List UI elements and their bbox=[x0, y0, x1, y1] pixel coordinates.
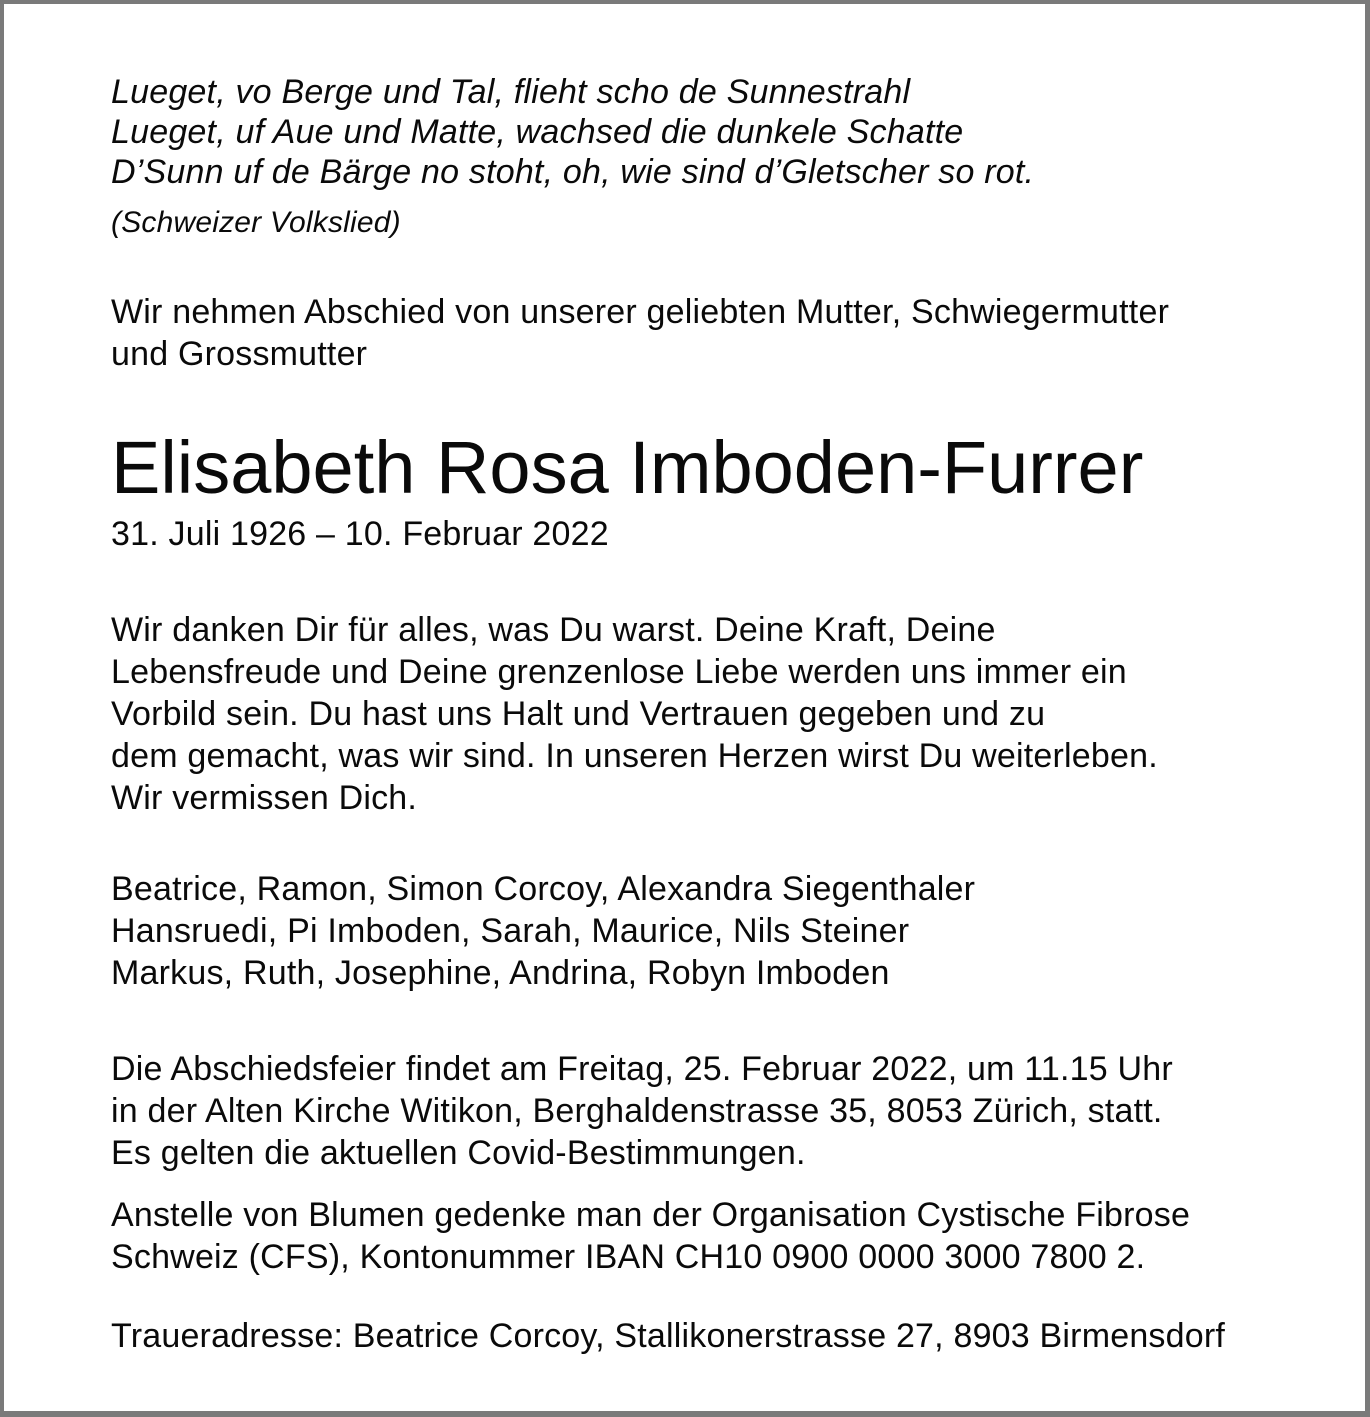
intro-line: und Grossmutter bbox=[111, 335, 368, 373]
service-info-line: in der Alten Kirche Witikon, Berghaldenstrasse 35, 8053 Zürich, statt. bbox=[111, 1092, 1163, 1130]
poem-block bbox=[111, 72, 1034, 192]
life-dates: 31. Juli 1926 – 10. Februar 2022 bbox=[111, 515, 609, 553]
family-names-block bbox=[111, 868, 975, 994]
family-names-line: Beatrice, Ramon, Simon Corcoy, Alexandra Siegenthaler bbox=[111, 870, 976, 908]
family-names-line: Markus, Ruth, Josephine, Andrina, Robyn Imboden bbox=[111, 954, 890, 992]
poem-line: Lueget, vo Berge und Tal, flieht scho de Sunnestrahl bbox=[111, 73, 911, 111]
donation-info-block bbox=[111, 1194, 1190, 1278]
intro-block bbox=[111, 291, 1169, 375]
intro-line: Wir nehmen Abschied von unserer geliebten Mutter, Schwiegermutter bbox=[111, 293, 1170, 331]
tribute-line: Lebensfreude und Deine grenzenlose Liebe werden uns immer ein bbox=[111, 653, 1127, 691]
poem-line: Lueget, uf Aue und Matte, wachsed die dunkele Schatte bbox=[111, 113, 964, 151]
poem-line: D’Sunn uf de Bärge no stoht, oh, wie sind d’Gletscher so rot. bbox=[111, 153, 1035, 191]
tribute-line: Wir vermissen Dich. bbox=[111, 779, 418, 817]
deceased-name: Elisabeth Rosa Imboden-Furrer bbox=[111, 426, 1144, 509]
tribute-line: dem gemacht, was wir sind. In unseren Herzen wirst Du weiterleben. bbox=[111, 737, 1158, 775]
service-info-line: Es gelten die aktuellen Covid-Bestimmungen. bbox=[111, 1134, 806, 1172]
service-info-line: Die Abschiedsfeier findet am Freitag, 25. Februar 2022, um 11.15 Uhr bbox=[111, 1050, 1173, 1088]
donation-info-line: Anstelle von Blumen gedenke man der Organisation Cystische Fibrose bbox=[111, 1196, 1191, 1234]
donation-info-line: Schweiz (CFS), Kontonummer IBAN CH10 0900 0000 3000 7800 2. bbox=[111, 1238, 1146, 1276]
family-names-line: Hansruedi, Pi Imboden, Sarah, Maurice, Nils Steiner bbox=[111, 912, 910, 950]
tribute-line: Wir danken Dir für alles, was Du warst. Deine Kraft, Deine bbox=[111, 611, 996, 649]
poem-attribution: (Schweizer Volkslied) bbox=[111, 206, 401, 239]
mourning-address: Traueradresse: Beatrice Corcoy, Stallikonerstrasse 27, 8903 Birmensdorf bbox=[111, 1317, 1226, 1355]
service-info-block bbox=[111, 1048, 1173, 1174]
tribute-block bbox=[111, 609, 1158, 819]
tribute-line: Vorbild sein. Du hast uns Halt und Vertrauen gegeben und zu bbox=[111, 695, 1046, 733]
